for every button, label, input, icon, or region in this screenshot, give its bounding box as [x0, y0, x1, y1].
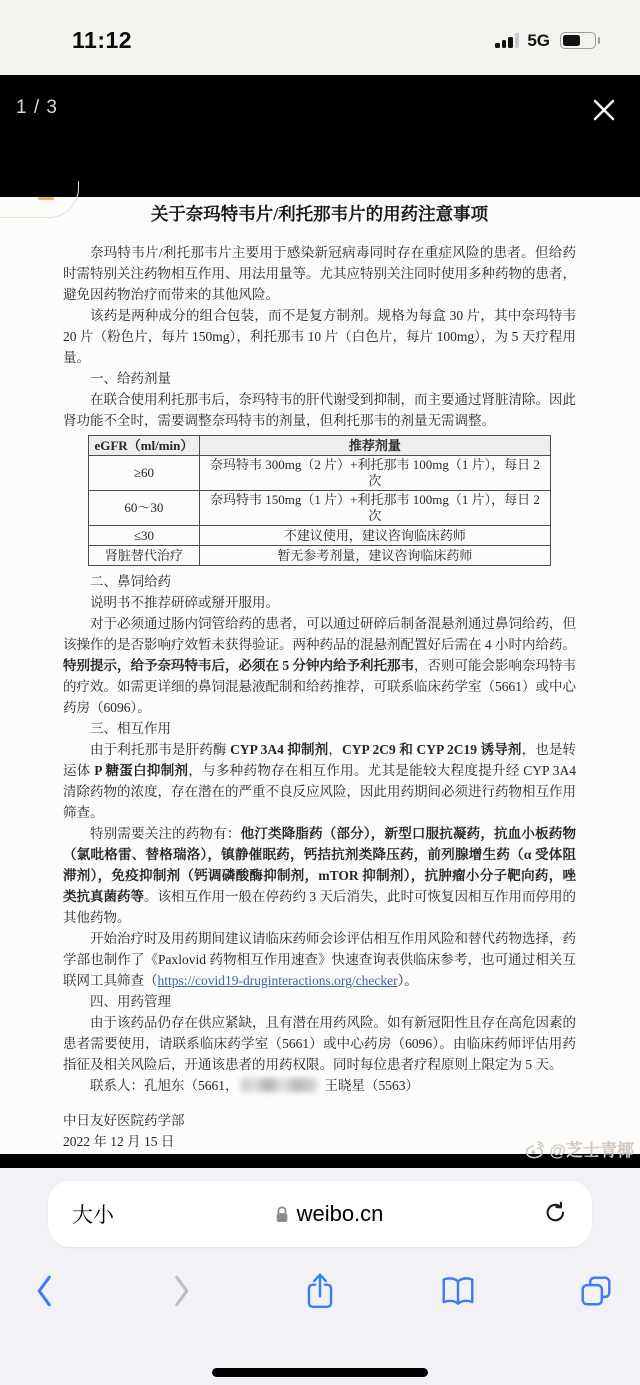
- bookmarks-icon[interactable]: [436, 1275, 480, 1307]
- watermark-username: @芝士青椰: [549, 1140, 634, 1160]
- table-cell: 肾脏替代治疗: [89, 546, 200, 566]
- image-pager: 1 / 3: [16, 97, 58, 118]
- table-header-egfr: eGFR（ml/min）: [89, 436, 200, 456]
- reload-icon[interactable]: [543, 1200, 568, 1228]
- weibo-watermark: [524, 1139, 634, 1161]
- body-text: 由于利托那韦是肝药酶: [90, 742, 231, 757]
- section-4-paragraph: 由于该药品仍存在供应紧缺，且有潜在用药风险。如有新冠阳性且存在高危因素的患者需要使用，请联系临床药学室（5661）或中心药房（6096）。由临床药师评估用药指征及相关风险后，开通该患者的用药权限。同时每位患者疗程原则上限定为 5 天。: [63, 1015, 576, 1072]
- table-cell: 奈玛特韦 300mg（2 片）+利托那韦 100mg（1 片），每日 2 次: [199, 456, 550, 491]
- redacted-phone-blur: [241, 1078, 317, 1092]
- table-row: [89, 526, 551, 546]
- document-title: 关于奈玛特韦片/利托那韦片的用药注意事项: [150, 204, 489, 224]
- bold-text: P 糖蛋白抑制剂: [94, 763, 189, 778]
- body-text: 联系人：孔旭东（5661，: [90, 1078, 239, 1093]
- bold-drug-list: 他汀类降脂药（部分），新型口服抗凝药，抗血小板药物（氯吡格雷、替格瑞洛），镇静催眠药，钙拮抗剂类降压药，前列腺增生药（α 受体阻滞剂），免疫抑制剂（钙调磷酸酶抑制剂，mTOR 抑制剂），抗肿瘤小分子靶向药，唑类抗真菌药等: [63, 826, 577, 904]
- section-3-heading: 三、相互作用: [90, 721, 171, 736]
- page-settings-button[interactable]: 大小: [72, 1199, 114, 1229]
- section-3-paragraph-2: [63, 823, 576, 928]
- intro-paragraph-2: 该药是两种成分的组合包装，而不是复方制剂。规格为每盒 30 片，其中奈玛特韦 20 片（粉色片，每片 150mg），利托那韦 10 片（白色片，每片 100mg），为 5 天疗程用量。: [63, 308, 576, 365]
- section-1-heading: 一、给药剂量: [90, 371, 171, 386]
- page-corner-accent: [38, 197, 54, 200]
- network-type-label: 5G: [527, 30, 550, 50]
- status-icons: [495, 31, 596, 51]
- tabs-icon[interactable]: [574, 1274, 618, 1308]
- intro-paragraph-1: 奈玛特韦片/利托那韦片主要用于感染新冠病毒同时存在重症风险的患者。但给药时需特别关注药物相互作用、用法用量等。尤其应特别关注同时使用多种药物的患者，避免因药物治疗而带来的其他风险。: [63, 245, 576, 302]
- lock-icon: [274, 1205, 290, 1224]
- safari-toolbar: [22, 1264, 618, 1318]
- address-bar[interactable]: [48, 1181, 592, 1247]
- back-icon[interactable]: [22, 1274, 66, 1308]
- share-icon[interactable]: [298, 1271, 342, 1311]
- bold-text: CYP 2C9 和 CYP 2C19 诱导剂: [342, 742, 522, 757]
- drug-interaction-checker-link[interactable]: https://covid19-druginteractions.org/checker: [157, 973, 398, 988]
- table-cell: 不建议使用，建议咨询临床药师: [199, 526, 550, 546]
- forward-icon[interactable]: [160, 1274, 204, 1308]
- table-cell: 奈玛特韦 150mg（1 片）+利托那韦 100mg（1 片），每日 2 次: [199, 491, 550, 526]
- image-viewer-header: [0, 75, 640, 197]
- section-2-paragraph-1: 说明书不推荐研碎或掰开服用。: [90, 595, 279, 610]
- body-text: ，否则可能会影响奈玛特韦的疗效。如需更详细的鼻饲混悬液配制和给药推荐，可联系临床药学室（5661）或中心药房（6096）。: [63, 658, 576, 715]
- section-3-paragraph-1: [63, 739, 576, 823]
- cellular-signal-icon: [495, 33, 519, 48]
- document-image: [0, 197, 640, 1160]
- section-2-heading: 二、鼻饲给药: [90, 574, 171, 589]
- table-row: [89, 491, 551, 526]
- signature-block: [63, 1110, 576, 1152]
- close-icon[interactable]: [588, 94, 620, 126]
- clock: 11:12: [72, 27, 133, 53]
- table-header-dose: 推荐剂量: [199, 436, 550, 456]
- battery-icon: [560, 32, 596, 49]
- bold-warning-text: 特别提示，给予奈玛特韦后，必须在 5 分钟内给予利托那韦: [63, 658, 414, 673]
- home-indicator[interactable]: [212, 1368, 428, 1377]
- url-field[interactable]: [274, 1201, 384, 1227]
- contact-line: [63, 1075, 576, 1096]
- table-cell: ≤30: [89, 526, 200, 546]
- bold-text: CYP 3A4 抑制剂: [230, 742, 329, 757]
- body-text: ，与多种药物存在相互作用。尤其是能较大程度提升经 CYP 3A4 清除药物的浓度，存在潜在的严重不良反应风险，因此用药期间必须进行药物相互作用筛查。: [63, 763, 576, 820]
- section-2-paragraph-2: [63, 613, 576, 718]
- table-cell: ≥60: [89, 456, 200, 491]
- body-text: ，也是转运体: [63, 742, 577, 778]
- issue-date: 2022 年 12 月 15 日: [63, 1134, 175, 1149]
- url-text: weibo.cn: [296, 1201, 384, 1226]
- status-bar: [0, 0, 640, 75]
- body-text: 。该相互作用一般在停药约 3 天后消失，此时可恢复因相互作用而停用的其他药物。: [63, 889, 576, 925]
- table-cell: 暂无参考剂量，建议咨询临床药师: [199, 546, 550, 566]
- table-header-row: [89, 436, 551, 456]
- table-row: [89, 456, 551, 491]
- body-text: 开始治疗时及用药期间建议请临床药师会诊评估相互作用风险和替代药物选择，药学部也制作了《Paxlovid 药物相互作用速查》快速查询表供临床参考，也可通过相关互联网工具筛查（: [63, 931, 576, 988]
- safari-bottom-bar: [0, 1168, 640, 1385]
- dosage-table: [88, 435, 551, 566]
- table-row: [89, 546, 551, 566]
- issuing-department: 中日友好医院药学部: [63, 1113, 185, 1128]
- body-text: ，: [328, 742, 343, 757]
- section-3-paragraph-3: [63, 928, 576, 991]
- body-text: 对于必须通过肠内饲管给药的患者，可以通过研碎后制备混悬剂通过鼻饲给药，但该操作的是否影响疗效暂未获得验证。两种药品的混悬剂配置好后需在 4 小时内给药。: [63, 616, 576, 652]
- weibo-logo-icon: [524, 1139, 546, 1161]
- table-cell: 60～30: [89, 491, 200, 526]
- body-text: ）。: [397, 973, 418, 988]
- section-4-heading: 四、用药管理: [90, 994, 171, 1009]
- body-text: 特别需要关注的药物有：: [90, 826, 241, 841]
- body-text: 王晓星（5563）: [324, 1078, 419, 1093]
- section-1-paragraph: 在联合使用利托那韦后，奈玛特韦的肝代谢受到抑制，而主要通过肾脏清除。因此肾功能不全时，需要调整奈玛特韦的剂量，但利托那韦的剂量无需调整。: [63, 392, 576, 428]
